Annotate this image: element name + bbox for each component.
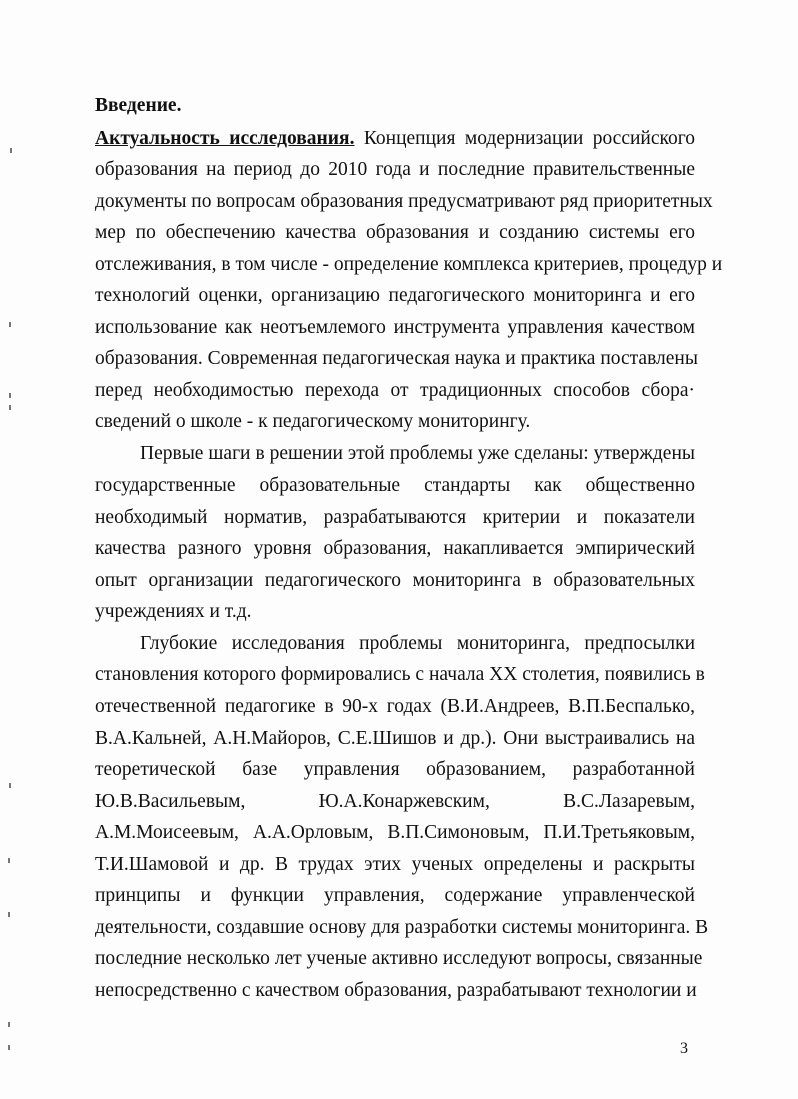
paragraph-3-line-6: Ю.В.Васильевым, Ю.А.Конаржевским, В.С.Лазаревым, xyxy=(95,791,695,812)
paragraph-1-line-2: образования на период до 2010 года и последние правительственные xyxy=(95,159,695,180)
paragraph-1-line-7: использование как неотъемлемого инструмента управления качеством xyxy=(95,317,695,338)
paragraph-1-line-10: сведений о школе - к педагогическому мониторингу. xyxy=(95,411,531,432)
scan-speck xyxy=(8,1022,10,1027)
paragraph-1-line-6: технологий оценки, организацию педагогического мониторинга и его xyxy=(95,285,695,306)
paragraph-3-line-7: А.М.Моисеевым, А.А.Орловым, В.П.Симоновым, П.И.Третьяковым, xyxy=(95,822,695,843)
paragraph-2-line-5: опыт организации педагогического мониторинга в образовательных xyxy=(95,570,695,591)
paragraph-1-line-9: перед необходимостью перехода от традиционных способов сбора· xyxy=(95,380,695,401)
paragraph-3-line-8: Т.И.Шамовой и др. В трудах этих ученых определены и раскрыты xyxy=(95,854,695,875)
paragraph-2-line-3: необходимый норматив, разрабатываются критерии и показатели xyxy=(95,507,695,528)
paragraph-1-line-8: образования. Современная педагогическая наука и практика поставлены xyxy=(95,348,698,369)
paragraph-3-line-9: принципы и функции управления, содержание управленческой xyxy=(95,885,695,906)
scan-speck xyxy=(9,405,11,410)
scan-speck xyxy=(8,912,10,917)
scan-speck xyxy=(9,783,11,788)
scan-speck xyxy=(8,1045,10,1050)
paragraph-3-line-2: становления которого формировались с начала XX столетия, появились в xyxy=(95,664,705,685)
paragraph-2-line-1: Первые шаги в решении этой проблемы уже сделаны: утверждены xyxy=(140,443,695,464)
paragraph-1-line-3: документы по вопросам образования предусматривают ряд приоритетных xyxy=(95,191,713,212)
paragraph-3-line-10: деятельности, создавшие основу для разработки системы мониторинга. В xyxy=(95,917,709,938)
paragraph-3-line-3: отечественной педагогике в 90-х годах (В.И.Андреев, В.П.Беспалько, xyxy=(95,696,695,717)
paragraph-3-line-11: последние несколько лет ученые активно исследуют вопросы, связанные xyxy=(95,948,703,969)
scan-speck xyxy=(9,393,11,398)
scan-speck xyxy=(9,322,11,327)
paragraph-1-line-4: мер по обеспечению качества образования и созданию системы его xyxy=(95,222,695,243)
paragraph-3-line-1: Глубокие исследования проблемы мониторинга, предпосылки xyxy=(140,633,695,654)
paragraph-3-line-4: В.А.Кальней, А.Н.Майоров, С.Е.Шишов и др.). Они выстраивались на xyxy=(95,728,695,749)
lead-phrase: Актуальность исследования. xyxy=(95,128,355,149)
scan-speck xyxy=(8,858,10,863)
paragraph-2-line-6: учреждениях и т.д. xyxy=(95,601,252,622)
paragraph-3-line-5: теоретической базе управления образованием, разработанной xyxy=(95,759,695,780)
paragraph-1-line-1-rest: Концепция модернизации российского xyxy=(363,128,696,149)
paragraph-2-line-4: качества разного уровня образования, накапливается эмпирический xyxy=(95,538,695,559)
paragraph-3-line-12: непосредственно с качеством образования, разрабатывают технологии и xyxy=(95,980,697,1001)
paragraph-1-line-5: отслеживания, в том числе - определение комплекса критериев, процедур и xyxy=(95,254,723,275)
scan-speck xyxy=(10,148,12,153)
page-number: 3 xyxy=(680,1040,688,1057)
paragraph-2-line-2: государственные образовательные стандарты как общественно xyxy=(95,475,695,496)
section-heading: Введение. xyxy=(95,95,182,116)
paragraph-1-line-1 xyxy=(95,128,695,150)
